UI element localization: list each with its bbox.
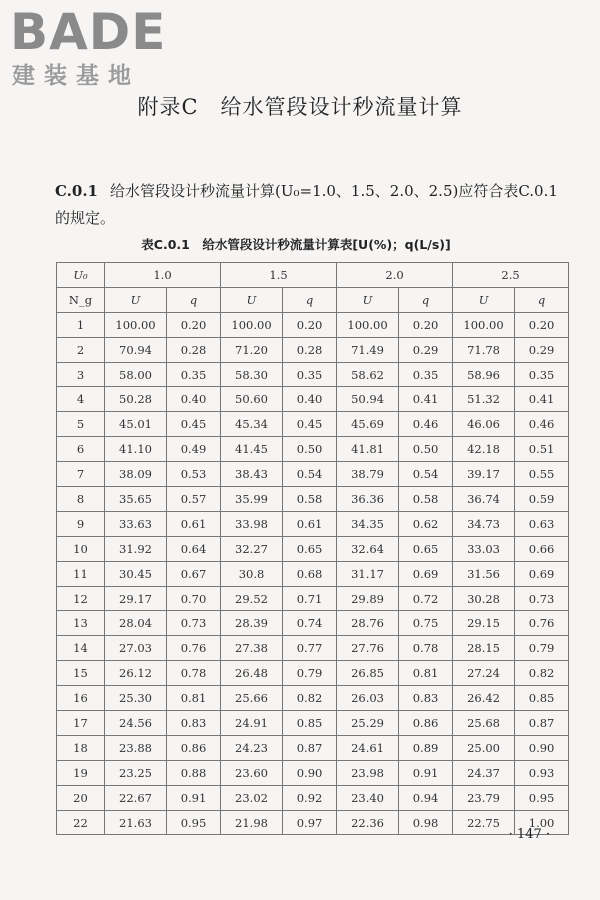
table-row bbox=[57, 487, 569, 512]
u-value-cell: 34.35 bbox=[337, 511, 399, 536]
q-value-cell: 0.35 bbox=[399, 362, 453, 387]
u-value-cell: 26.12 bbox=[105, 661, 167, 686]
flow-table bbox=[56, 262, 569, 835]
q-value-cell: 0.73 bbox=[515, 586, 569, 611]
q-value-cell: 0.41 bbox=[515, 387, 569, 412]
u-value-cell: 100.00 bbox=[105, 312, 167, 337]
u-value-cell: 21.98 bbox=[221, 810, 283, 835]
u-value-cell: 35.65 bbox=[105, 487, 167, 512]
section-paragraph bbox=[55, 178, 560, 232]
u-value-cell: 58.30 bbox=[221, 362, 283, 387]
header-row-u0 bbox=[57, 263, 569, 288]
row-ng-cell: 6 bbox=[57, 437, 105, 462]
col-q-header: q bbox=[167, 287, 221, 312]
col-q-header: q bbox=[283, 287, 337, 312]
q-value-cell: 0.90 bbox=[283, 760, 337, 785]
q-value-cell: 0.87 bbox=[515, 711, 569, 736]
q-value-cell: 0.75 bbox=[399, 611, 453, 636]
q-value-cell: 0.66 bbox=[515, 536, 569, 561]
u-value-cell: 41.45 bbox=[221, 437, 283, 462]
row-ng-cell: 22 bbox=[57, 810, 105, 835]
q-value-cell: 0.95 bbox=[167, 810, 221, 835]
q-value-cell: 0.78 bbox=[399, 636, 453, 661]
u-value-cell: 33.03 bbox=[453, 536, 515, 561]
u-value-cell: 71.78 bbox=[453, 337, 515, 362]
q-value-cell: 0.53 bbox=[167, 462, 221, 487]
col-u-header: U bbox=[105, 287, 167, 312]
q-value-cell: 0.59 bbox=[515, 487, 569, 512]
site-logo bbox=[10, 4, 180, 94]
u-value-cell: 30.45 bbox=[105, 561, 167, 586]
u-value-cell: 33.98 bbox=[221, 511, 283, 536]
q-value-cell: 0.92 bbox=[283, 785, 337, 810]
q-value-cell: 0.63 bbox=[515, 511, 569, 536]
q-value-cell: 0.61 bbox=[167, 511, 221, 536]
u-value-cell: 100.00 bbox=[221, 312, 283, 337]
table-row bbox=[57, 511, 569, 536]
u0-header: 2.0 bbox=[337, 263, 453, 288]
row-ng-cell: 19 bbox=[57, 760, 105, 785]
q-value-cell: 0.94 bbox=[399, 785, 453, 810]
u-value-cell: 23.60 bbox=[221, 760, 283, 785]
table-row bbox=[57, 312, 569, 337]
q-value-cell: 0.68 bbox=[283, 561, 337, 586]
logo-subtitle: 建装基地 bbox=[12, 63, 140, 89]
u-value-cell: 23.88 bbox=[105, 735, 167, 760]
q-value-cell: 0.97 bbox=[283, 810, 337, 835]
q-value-cell: 0.54 bbox=[283, 462, 337, 487]
q-value-cell: 0.74 bbox=[283, 611, 337, 636]
q-value-cell: 0.29 bbox=[399, 337, 453, 362]
q-value-cell: 1.00 bbox=[515, 810, 569, 835]
row-ng-cell: 15 bbox=[57, 661, 105, 686]
q-value-cell: 0.54 bbox=[399, 462, 453, 487]
q-value-cell: 0.28 bbox=[167, 337, 221, 362]
q-value-cell: 0.81 bbox=[167, 686, 221, 711]
row-ng-cell: 11 bbox=[57, 561, 105, 586]
q-value-cell: 0.45 bbox=[283, 412, 337, 437]
u0-header: 1.5 bbox=[221, 263, 337, 288]
q-value-cell: 0.41 bbox=[399, 387, 453, 412]
row-ng-cell: 7 bbox=[57, 462, 105, 487]
q-value-cell: 0.91 bbox=[167, 785, 221, 810]
u-value-cell: 33.63 bbox=[105, 511, 167, 536]
u-value-cell: 38.43 bbox=[221, 462, 283, 487]
table-caption: 表C.0.1 给水管段设计秒流量计算表[U(%)；q(L/s)] bbox=[141, 237, 451, 252]
row-ng-cell: 12 bbox=[57, 586, 105, 611]
q-value-cell: 0.61 bbox=[283, 511, 337, 536]
table-row bbox=[57, 586, 569, 611]
table-row bbox=[57, 661, 569, 686]
u-value-cell: 25.00 bbox=[453, 735, 515, 760]
q-value-cell: 0.77 bbox=[283, 636, 337, 661]
q-value-cell: 0.90 bbox=[515, 735, 569, 760]
u-value-cell: 41.81 bbox=[337, 437, 399, 462]
q-value-cell: 0.64 bbox=[167, 536, 221, 561]
u0-header: 1.0 bbox=[105, 263, 221, 288]
q-value-cell: 0.70 bbox=[167, 586, 221, 611]
q-value-cell: 0.69 bbox=[515, 561, 569, 586]
q-value-cell: 0.35 bbox=[167, 362, 221, 387]
u-value-cell: 50.94 bbox=[337, 387, 399, 412]
table-row bbox=[57, 362, 569, 387]
row-ng-cell: 13 bbox=[57, 611, 105, 636]
u-value-cell: 25.66 bbox=[221, 686, 283, 711]
q-value-cell: 0.45 bbox=[167, 412, 221, 437]
u-value-cell: 31.92 bbox=[105, 536, 167, 561]
row-ng-cell: 3 bbox=[57, 362, 105, 387]
u-value-cell: 25.30 bbox=[105, 686, 167, 711]
q-value-cell: 0.78 bbox=[167, 661, 221, 686]
u-value-cell: 27.03 bbox=[105, 636, 167, 661]
u-value-cell: 28.04 bbox=[105, 611, 167, 636]
col-u-header: U bbox=[453, 287, 515, 312]
u-value-cell: 34.73 bbox=[453, 511, 515, 536]
row-ng-cell: 18 bbox=[57, 735, 105, 760]
q-value-cell: 0.50 bbox=[283, 437, 337, 462]
q-value-cell: 0.98 bbox=[399, 810, 453, 835]
u-value-cell: 28.76 bbox=[337, 611, 399, 636]
u-value-cell: 24.61 bbox=[337, 735, 399, 760]
table-row bbox=[57, 437, 569, 462]
q-value-cell: 0.85 bbox=[515, 686, 569, 711]
q-value-cell: 0.89 bbox=[399, 735, 453, 760]
u-value-cell: 50.60 bbox=[221, 387, 283, 412]
u-value-cell: 24.37 bbox=[453, 760, 515, 785]
u-value-cell: 26.48 bbox=[221, 661, 283, 686]
table-row bbox=[57, 536, 569, 561]
u-value-cell: 100.00 bbox=[337, 312, 399, 337]
q-value-cell: 0.81 bbox=[399, 661, 453, 686]
u-value-cell: 26.03 bbox=[337, 686, 399, 711]
q-value-cell: 0.35 bbox=[515, 362, 569, 387]
table-row bbox=[57, 337, 569, 362]
q-value-cell: 0.91 bbox=[399, 760, 453, 785]
u-value-cell: 29.52 bbox=[221, 586, 283, 611]
u-value-cell: 28.39 bbox=[221, 611, 283, 636]
q-value-cell: 0.49 bbox=[167, 437, 221, 462]
q-value-cell: 0.28 bbox=[283, 337, 337, 362]
u-value-cell: 41.10 bbox=[105, 437, 167, 462]
row-ng-cell: 4 bbox=[57, 387, 105, 412]
table-row bbox=[57, 711, 569, 736]
logo-wordmark: BADE bbox=[10, 3, 167, 61]
q-value-cell: 0.29 bbox=[515, 337, 569, 362]
col-q-header: q bbox=[515, 287, 569, 312]
appendix-title: 附录C 给水管段设计秒流量计算 bbox=[137, 95, 463, 119]
q-value-cell: 0.88 bbox=[167, 760, 221, 785]
row-ng-cell: 16 bbox=[57, 686, 105, 711]
u-value-cell: 45.34 bbox=[221, 412, 283, 437]
q-value-cell: 0.65 bbox=[283, 536, 337, 561]
table-row bbox=[57, 611, 569, 636]
section-number: C.0.1 bbox=[55, 182, 98, 200]
col-u-header: U bbox=[337, 287, 399, 312]
q-value-cell: 0.76 bbox=[515, 611, 569, 636]
u-value-cell: 58.00 bbox=[105, 362, 167, 387]
q-value-cell: 0.67 bbox=[167, 561, 221, 586]
q-value-cell: 0.86 bbox=[399, 711, 453, 736]
q-value-cell: 0.62 bbox=[399, 511, 453, 536]
u-value-cell: 36.36 bbox=[337, 487, 399, 512]
q-value-cell: 0.46 bbox=[399, 412, 453, 437]
u-value-cell: 27.76 bbox=[337, 636, 399, 661]
u-value-cell: 24.56 bbox=[105, 711, 167, 736]
u-value-cell: 71.49 bbox=[337, 337, 399, 362]
q-value-cell: 0.72 bbox=[399, 586, 453, 611]
q-value-cell: 0.76 bbox=[167, 636, 221, 661]
u0-header: 2.5 bbox=[453, 263, 569, 288]
u-value-cell: 71.20 bbox=[221, 337, 283, 362]
u-value-cell: 27.24 bbox=[453, 661, 515, 686]
u-value-cell: 24.23 bbox=[221, 735, 283, 760]
q-value-cell: 0.58 bbox=[399, 487, 453, 512]
table-row bbox=[57, 387, 569, 412]
u-value-cell: 35.99 bbox=[221, 487, 283, 512]
q-value-cell: 0.73 bbox=[167, 611, 221, 636]
u-value-cell: 58.96 bbox=[453, 362, 515, 387]
u-value-cell: 30.28 bbox=[453, 586, 515, 611]
q-value-cell: 0.79 bbox=[283, 661, 337, 686]
u-value-cell: 29.89 bbox=[337, 586, 399, 611]
table-row bbox=[57, 735, 569, 760]
table-row bbox=[57, 462, 569, 487]
q-value-cell: 0.35 bbox=[283, 362, 337, 387]
u-value-cell: 26.42 bbox=[453, 686, 515, 711]
q-value-cell: 0.82 bbox=[515, 661, 569, 686]
u-value-cell: 38.09 bbox=[105, 462, 167, 487]
q-value-cell: 0.83 bbox=[399, 686, 453, 711]
u-value-cell: 25.68 bbox=[453, 711, 515, 736]
col-u-header: U bbox=[221, 287, 283, 312]
q-value-cell: 0.20 bbox=[515, 312, 569, 337]
q-value-cell: 0.40 bbox=[167, 387, 221, 412]
section-text: 给水管段设计秒流量计算(U₀=1.0、1.5、2.0、2.5)应符合表C.0.1的规定。 bbox=[55, 182, 558, 227]
u-value-cell: 26.85 bbox=[337, 661, 399, 686]
u-value-cell: 38.79 bbox=[337, 462, 399, 487]
q-value-cell: 0.20 bbox=[399, 312, 453, 337]
q-value-cell: 0.46 bbox=[515, 412, 569, 437]
q-value-cell: 0.85 bbox=[283, 711, 337, 736]
q-value-cell: 0.51 bbox=[515, 437, 569, 462]
u-value-cell: 22.36 bbox=[337, 810, 399, 835]
header-row-uq bbox=[57, 287, 569, 312]
u-value-cell: 50.28 bbox=[105, 387, 167, 412]
q-value-cell: 0.82 bbox=[283, 686, 337, 711]
u-value-cell: 21.63 bbox=[105, 810, 167, 835]
u-value-cell: 51.32 bbox=[453, 387, 515, 412]
u-value-cell: 30.8 bbox=[221, 561, 283, 586]
table-row bbox=[57, 785, 569, 810]
u-value-cell: 23.98 bbox=[337, 760, 399, 785]
u-value-cell: 29.15 bbox=[453, 611, 515, 636]
row-ng-cell: 1 bbox=[57, 312, 105, 337]
row-ng-cell: 5 bbox=[57, 412, 105, 437]
q-value-cell: 0.58 bbox=[283, 487, 337, 512]
row-ng-cell: 17 bbox=[57, 711, 105, 736]
row-ng-cell: 2 bbox=[57, 337, 105, 362]
table-row bbox=[57, 686, 569, 711]
q-value-cell: 0.83 bbox=[167, 711, 221, 736]
q-value-cell: 0.57 bbox=[167, 487, 221, 512]
u-value-cell: 23.79 bbox=[453, 785, 515, 810]
u-value-cell: 31.56 bbox=[453, 561, 515, 586]
q-value-cell: 0.86 bbox=[167, 735, 221, 760]
q-value-cell: 0.50 bbox=[399, 437, 453, 462]
page-number: · 147 · bbox=[508, 827, 550, 842]
u-value-cell: 23.25 bbox=[105, 760, 167, 785]
table-row bbox=[57, 636, 569, 661]
table-row bbox=[57, 412, 569, 437]
u-value-cell: 22.75 bbox=[453, 810, 515, 835]
u-value-cell: 31.17 bbox=[337, 561, 399, 586]
q-value-cell: 0.20 bbox=[283, 312, 337, 337]
q-value-cell: 0.40 bbox=[283, 387, 337, 412]
u-value-cell: 45.01 bbox=[105, 412, 167, 437]
u-value-cell: 42.18 bbox=[453, 437, 515, 462]
u-value-cell: 36.74 bbox=[453, 487, 515, 512]
table-body bbox=[57, 312, 569, 835]
q-value-cell: 0.71 bbox=[283, 586, 337, 611]
q-value-cell: 0.95 bbox=[515, 785, 569, 810]
row-ng-cell: 20 bbox=[57, 785, 105, 810]
row-ng-cell: 14 bbox=[57, 636, 105, 661]
ng-label: N_g bbox=[57, 287, 105, 312]
row-ng-cell: 9 bbox=[57, 511, 105, 536]
u-value-cell: 39.17 bbox=[453, 462, 515, 487]
table-row bbox=[57, 760, 569, 785]
u-value-cell: 24.91 bbox=[221, 711, 283, 736]
u-value-cell: 70.94 bbox=[105, 337, 167, 362]
u-value-cell: 58.62 bbox=[337, 362, 399, 387]
q-value-cell: 0.20 bbox=[167, 312, 221, 337]
u-value-cell: 23.02 bbox=[221, 785, 283, 810]
u-value-cell: 22.67 bbox=[105, 785, 167, 810]
q-value-cell: 0.69 bbox=[399, 561, 453, 586]
q-value-cell: 0.65 bbox=[399, 536, 453, 561]
q-value-cell: 0.93 bbox=[515, 760, 569, 785]
u-value-cell: 27.38 bbox=[221, 636, 283, 661]
u-value-cell: 100.00 bbox=[453, 312, 515, 337]
q-value-cell: 0.55 bbox=[515, 462, 569, 487]
u0-label: U₀ bbox=[57, 263, 105, 288]
q-value-cell: 0.87 bbox=[283, 735, 337, 760]
u-value-cell: 32.27 bbox=[221, 536, 283, 561]
u-value-cell: 23.40 bbox=[337, 785, 399, 810]
u-value-cell: 46.06 bbox=[453, 412, 515, 437]
u-value-cell: 28.15 bbox=[453, 636, 515, 661]
u-value-cell: 25.29 bbox=[337, 711, 399, 736]
u-value-cell: 29.17 bbox=[105, 586, 167, 611]
row-ng-cell: 8 bbox=[57, 487, 105, 512]
col-q-header: q bbox=[399, 287, 453, 312]
q-value-cell: 0.79 bbox=[515, 636, 569, 661]
table-row bbox=[57, 561, 569, 586]
row-ng-cell: 10 bbox=[57, 536, 105, 561]
u-value-cell: 45.69 bbox=[337, 412, 399, 437]
u-value-cell: 32.64 bbox=[337, 536, 399, 561]
